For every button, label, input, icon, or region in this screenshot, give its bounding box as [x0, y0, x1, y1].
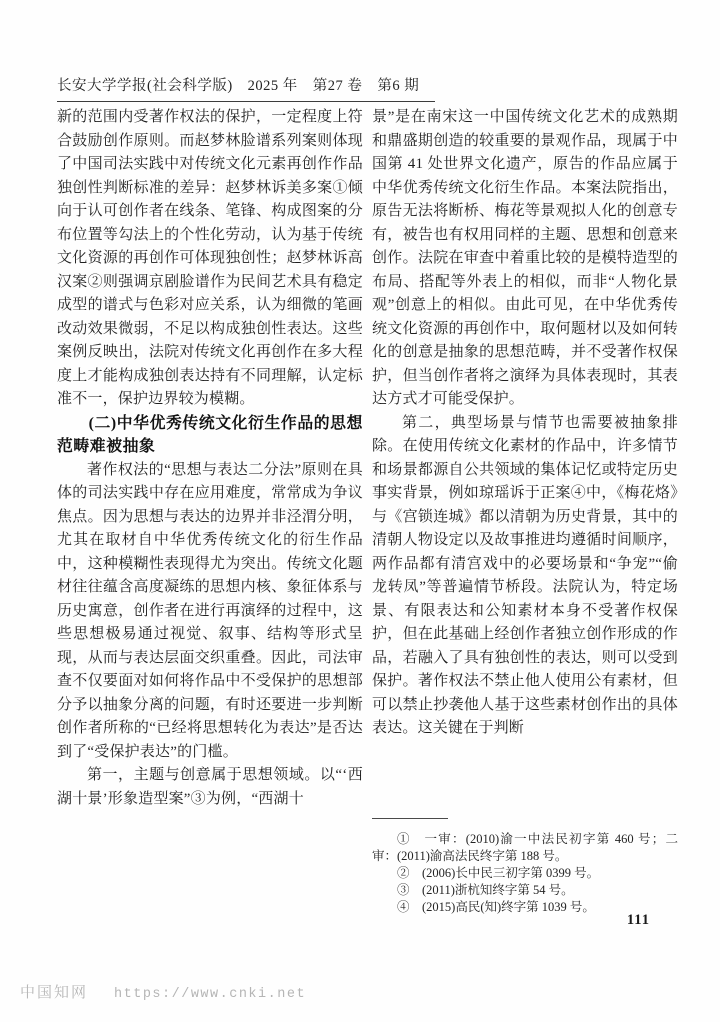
footnote-area	[372, 818, 678, 916]
right-column	[372, 106, 678, 1018]
section-heading: (二)中华优秀传统文化衍生作品的思想范畴难被抽象	[57, 414, 363, 455]
paragraph-second-point: 第二，典型场景与情节也需要被抽象排除。在使用传统文化素材的作品中，许多情节和场景都源自公共领域的集体记忆或特定历史事实背景，例如琼瑶诉于正案④中，《梅花烙》与《宫锁连城》都以清朝为历史背景，其中的清朝人物设定以及故事推进均遵循时间顺序，两作品都有清宫戏中的必要场景和“争宠”“偷龙转凤”等普遍情节桥段。法院认为，特定场景、有限表达和公知素材本身不受著作权保护，但在此基础上经创作者独立创作形成的作品，若融入了具有独创性的表达，则可以受到保护。著作权法不禁止他人使用公有素材，但可以禁止抄袭他人基于这些素材创作出的具体表达。这关键在于判断	[372, 414, 678, 736]
running-head	[57, 74, 435, 102]
article-body	[57, 106, 678, 1018]
footnote-separator	[372, 818, 448, 819]
footnote-2: ② (2006)长中民三初字第 0399 号。	[397, 866, 600, 880]
paragraph-idea-expression: 著作权法的“思想与表达二分法”原则在具体的司法实践中存在应用难度，常常成为争议焦点。因为思想与表达的边界并非泾渭分明，尤其在取材自中华优秀传统文化的衍生作品中，这种模糊性表现得尤为突出。传统文化题材往往蕴含高度凝练的思想内核、象征体系与历史寓意，创作者在进行再演绎的过程中，这些思想极易通过视觉、叙事、结构等形式呈现，从而与表达层面交织重叠。因此，司法审查不仅要面对如何将作品中不受保护的思想部分予以抽象分离的问题，有时还要进一步判断创作者所称的“已经将思想转化为表达”是否达到了“受保护表达”的门槛。	[57, 461, 363, 760]
footnote-4: ④ (2015)高民(知)终字第 1039 号。	[397, 900, 595, 914]
page-number: 111	[626, 912, 650, 928]
watermark-site-name: 中国知网	[20, 985, 89, 1001]
paragraph-first-point: 第一，主题与创意属于思想领域。以“‘西湖十景’形象造型案”③为例，“西湖十	[57, 767, 363, 807]
paragraph-continuation: 新的范围内受著作权法的保护，一定程度上符合鼓励创作原则。而赵梦林脸谱系列案则体现了中国司法实践中对传统文化元素再创作作品独创性判断标准的差异：赵梦林诉美多案①倾向于认可创作者在线条、笔锋、构成图案的分布位置等勾法上的个性化劳动，认为基于传统文化资源的再创作可体现独创性；赵梦林诉高汉案②则强调京剧脸谱作为民间艺术具有稳定成型的谱式与色彩对应关系，认为细微的笔画改动效果微弱，不足以构成独创性表达。这些案例反映出，法院对传统文化再创作在多大程度上才能构成独创表达持有不同理解，认定标准不一，保护边界较为模糊。	[57, 109, 363, 407]
journal-header-text: 长安大学学报(社会科学版) 2025 年 第27 卷 第6 期	[57, 74, 435, 102]
left-column	[57, 106, 363, 1018]
footnote-1: ① 一审：(2010)渝一中法民初字第 460 号；二审：(2011)渝高法民终字第 188 号。	[372, 832, 678, 863]
watermark-url: https://www.cnki.net	[114, 987, 307, 1002]
cnki-watermark	[20, 981, 306, 1002]
footnote-3: ③ (2011)浙杭知终字第 54 号。	[397, 883, 574, 897]
paragraph-continuation: 景”是在南宋这一中国传统文化艺术的成熟期和鼎盛期创造的较重要的景观作品，现属于中国第 41 处世界文化遗产，原告的作品应属于中华优秀传统文化衍生作品。本案法院指出，原告无法将断桥、梅花等景观拟人化的创意专有，被告也有权用同样的主题、思想和创意来创作。法院在审查中着重比较的是模特造型的布局、搭配等外表上的相似，而非“人物化景观”创意上的相似。由此可见，在中华优秀传统文化资源的再创作中，取何题材以及如何转化的创意是抽象的思想范畴，并不受著作权保护，但当创作者将之演绎为具体表现时，其表达方式才可能受保护。	[372, 109, 678, 407]
